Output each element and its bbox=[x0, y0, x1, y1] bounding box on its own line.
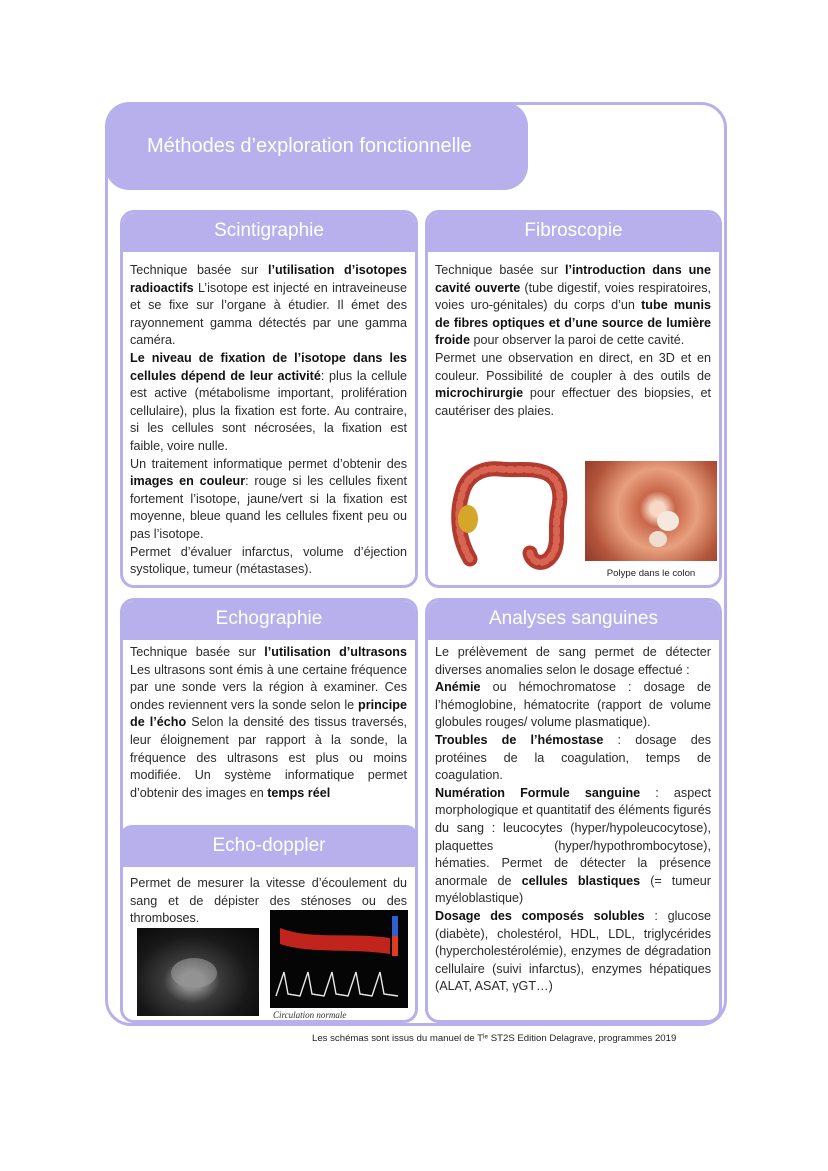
doppler-title: Echo-doppler bbox=[120, 825, 418, 867]
doppler-text: Permet de mesurer la vitesse d’écoulement du sang et de dépister des sténoses ou des thromboses. bbox=[130, 876, 407, 926]
polyp-icon bbox=[657, 511, 679, 531]
polyp-icon bbox=[649, 531, 667, 547]
fetus-shape bbox=[171, 958, 217, 988]
scintigraphie-paragraph: Le niveau de fixation de l’isotope dans les cellules dépend de leur activité: plus la cellule est active (métabolisme important, prolifération cellulaire), plus la fixation est forte. Au contraire, si les cellules sont nécrosées, la fixation est faible, voire nulle. bbox=[130, 350, 407, 453]
echographie-paragraph: Technique basée sur l’utilisation d’ultrasons Les ultrasons sont émis à une certaine fréquence par une sonde vers la région à examiner. Ces ondes reviennent vers la sonde selon le principe de l’écho Selon la densité des tissus traversés, leur éloignement par rapport à la sonde, la fréquence des ultrasons est plus ou moins modifiée. Un système informatique permet d’obtenir des images en temps réel bbox=[130, 645, 408, 800]
analyses-paragraph: Anémie ou hémochromatose : dosage de l’hémoglobine, hématocrite (rapport de volume globules rouges/ volume plasmatique). bbox=[435, 680, 711, 730]
page-title: Méthodes d’exploration fonctionnelle bbox=[105, 102, 528, 190]
polyp-caption: Polype dans le colon bbox=[606, 568, 696, 579]
scintigraphie-paragraph: Un traitement informatique permet d’obtenir des images en couleur: rouge si les cellules fixent fortement l’isotope, jaune/vert si la fixation est moyenne, bleue quand les cellules fixent peu ou pas l’isotope. bbox=[130, 456, 408, 541]
colon-illustration bbox=[448, 459, 570, 573]
footer-source: Les schémas sont issus du manuel de Tˡᵉ ST2S Edition Delagrave, programmes 2019 bbox=[312, 1033, 677, 1044]
scintigraphie-title: Scintigraphie bbox=[120, 210, 418, 252]
doppler-image bbox=[270, 910, 408, 1008]
polyp-photo bbox=[585, 461, 717, 561]
analyses-title: Analyses sanguines bbox=[425, 598, 722, 640]
analyses-card bbox=[425, 598, 722, 1023]
fibroscopie-title: Fibroscopie bbox=[425, 210, 722, 252]
analyses-paragraph: Numération Formule sanguine : aspect morphologique et quantitatif des éléments figurés du sang : leucocytes (hyper/hypoleucocytose), plaquettes (hyper/hypothrombocytose), hématies. Permet de détecter la présence anormale de cellules blastiques (= tumeur myéloblastique) bbox=[435, 785, 712, 906]
doppler-caption: Circulation normale bbox=[273, 1010, 347, 1020]
fibroscopie-card bbox=[425, 210, 722, 588]
fibroscopie-paragraph: Technique basée sur l’introduction dans une cavité ouverte (tube digestif, voies respiratoires, voies uro-génitales) du corps d’un tube munis de fibres optiques et d’une source de lumière froide pour observer la paroi de cette cavité. bbox=[435, 263, 712, 348]
scintigraphie-paragraph: Permet d’évaluer infarctus, volume d’éjection systolique, tumeur (métastases). bbox=[130, 544, 407, 577]
polyp-mark bbox=[458, 505, 478, 533]
echographie-title: Echographie bbox=[120, 598, 418, 640]
scintigraphie-paragraph: Technique basée sur l’utilisation d’isotopes radioactifs L’isotope est injecté en intraveineuse et se fixe sur l’organe à étudier. Il émet des rayonnement gamma détectés par une gamma caméra. bbox=[130, 263, 407, 348]
analyses-text bbox=[435, 644, 711, 996]
analyses-paragraph: Troubles de l’hémostase : dosage des protéines de la coagulation, temps de coagulation. bbox=[435, 732, 711, 783]
analyses-paragraph: Le prélèvement de sang permet de détecter diverses anomalies selon le dosage effectué : bbox=[435, 645, 711, 677]
ultrasound-image bbox=[137, 928, 259, 1016]
fibroscopie-paragraph: Permet une observation en direct, en 3D et en couleur. Possibilité de coupler à des outils de microchirurgie pour effectuer des biopsies, et cautériser des plaies. bbox=[435, 350, 711, 418]
echographie-text bbox=[130, 644, 407, 802]
scintigraphie-text bbox=[130, 262, 407, 579]
fibroscopie-text bbox=[435, 262, 711, 420]
analyses-paragraph: Dosage des composés solubles : glucose (diabète), cholestérol, HDL, LDL, triglycérides (hypercholestérolémie), enzymes de dégradation cellulaire (suivi infarctus), enzymes hépatiques (ALAT, ASAT, γGT…) bbox=[435, 908, 711, 994]
scintigraphie-card bbox=[120, 210, 418, 588]
echographie-card bbox=[120, 598, 418, 1023]
